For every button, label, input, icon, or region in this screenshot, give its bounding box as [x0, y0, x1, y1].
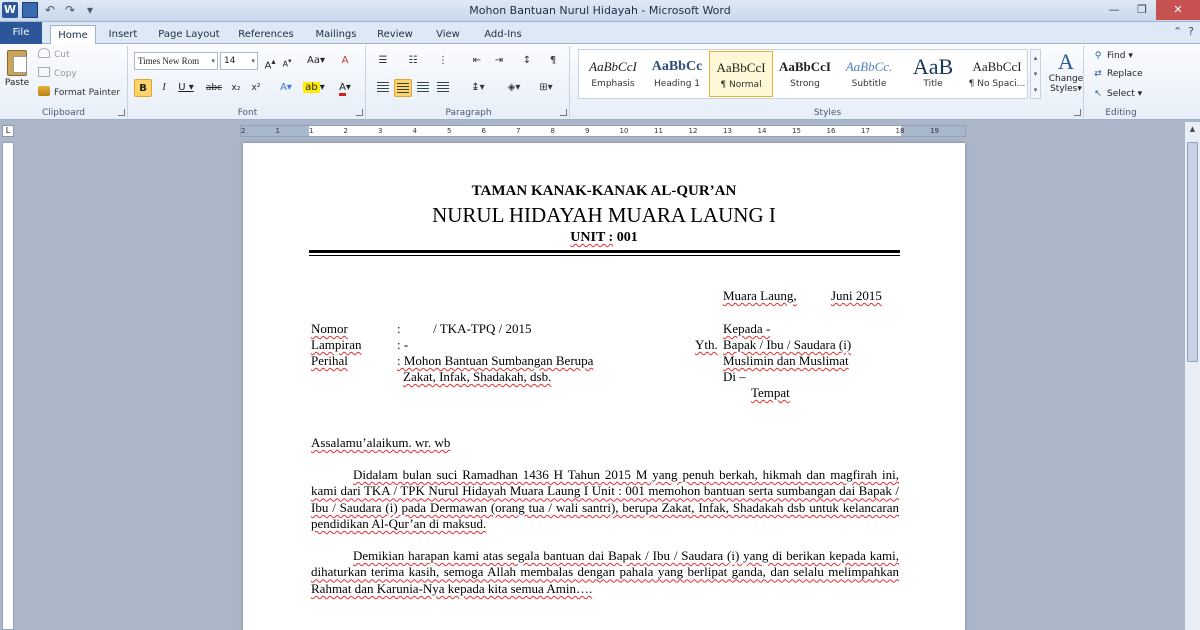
paragraph-group [368, 46, 570, 118]
italic-button[interactable]: I [162, 82, 166, 93]
minimize-icon[interactable]: — [1108, 3, 1120, 16]
tab-view[interactable]: View [436, 29, 460, 40]
ruler-number: 2 [241, 127, 246, 135]
date-place: Muara Laung, [723, 288, 797, 303]
yth-value: Bapak / Ibu / Saudara (i) [723, 337, 852, 352]
underline-button[interactable]: U ▾ [178, 82, 194, 93]
ruler-number: 8 [550, 127, 555, 135]
justify-button[interactable] [434, 79, 452, 97]
shading-button[interactable]: ◈▾ [507, 82, 521, 93]
tab-home[interactable]: Home [50, 25, 96, 44]
header-rule-thin [309, 255, 900, 256]
bullets-button[interactable]: ☰ [378, 55, 388, 66]
nomor-value: : / TKA-TPQ / 2015 [397, 321, 532, 336]
grow-font-button[interactable]: A▴ [264, 56, 276, 72]
customize-qat-icon[interactable]: ▾ [86, 3, 94, 17]
editing-label: Editing [1105, 108, 1137, 118]
muslimin: Muslimin dan Muslimat [723, 353, 849, 368]
dialog-launcher-icon[interactable] [356, 109, 363, 116]
ruler-number: 3 [378, 127, 383, 135]
justify-icon [437, 82, 449, 92]
ruler-number: 1 [309, 127, 314, 135]
window-controls [1100, 0, 1200, 20]
word-icon[interactable]: W [3, 3, 17, 16]
ruler-number: 15 [792, 127, 801, 135]
tab-review[interactable]: Review [377, 29, 413, 40]
salam: Assalamu’alaikum. wr. wb [311, 435, 451, 450]
dialog-launcher-icon[interactable] [560, 109, 567, 116]
replace-icon: ⇄ [1094, 69, 1102, 79]
font-name-input[interactable]: Times New Rom ▾ [134, 52, 218, 70]
change-case-button[interactable]: Aa▾ [307, 55, 325, 66]
ruler-track[interactable] [240, 125, 966, 137]
cut-button[interactable]: Cut [38, 48, 70, 62]
align-center-icon [397, 83, 409, 93]
tab-mailings[interactable]: Mailings [315, 29, 357, 40]
ruler-number: 1 [275, 127, 280, 135]
dialog-launcher-icon[interactable] [118, 109, 125, 116]
cursor-icon: ↖ [1094, 89, 1102, 99]
font-group [130, 46, 366, 118]
style-title[interactable]: AaB Title [912, 54, 954, 89]
copy-button[interactable]: Copy [38, 67, 77, 81]
borders-button[interactable]: ⊞▾ [539, 82, 553, 93]
style-subtitle[interactable]: AaBbCc. Subtitle [845, 59, 893, 89]
brush-icon [38, 86, 50, 96]
paragraph-1: Didalam bulan suci Ramadhan 1436 H Tahun 2015 M yang penuh berkah, hikmah dan magfirah ini, kami dari TKA / TPK Nurul Hidayah Muara Laung I Unit : 001 memohon bantuan serta sumbangan dai Bapak / Ibu / Saudara (i) pada Dermawan (orang tua / wali santri), berupa Zakat, Infak, Shadakah dsb untuk kelancaran pendidikan Al-Qur’an di maksud. [311, 467, 899, 532]
tab-file[interactable]: File [0, 22, 42, 44]
title-bar [0, 0, 1200, 22]
find-button[interactable]: ⚲ Find ▾ [1092, 48, 1133, 64]
font-label: Font [237, 108, 258, 118]
styles-label: Styles [813, 108, 842, 118]
redo-icon[interactable]: ↷ [64, 3, 76, 17]
style-normal[interactable]: AaBbCcI ¶ Normal [709, 51, 773, 97]
text-effects-button[interactable]: A▾ [280, 82, 292, 93]
ruler-number: 12 [688, 127, 698, 135]
ruler-number: 9 [585, 127, 590, 135]
ruler-number: 16 [826, 127, 836, 135]
ruler-number: 5 [447, 127, 452, 135]
font-color-button[interactable]: A▾ [334, 79, 356, 97]
dialog-launcher-icon[interactable] [1074, 109, 1081, 116]
line-spacing-button[interactable]: ↨▾ [471, 82, 485, 93]
paragraph-label: Paragraph [445, 108, 492, 118]
header-line-1: TAMAN KANAK-KANAK AL-QUR’AN [471, 183, 737, 199]
multilevel-list-button[interactable]: ⋮ [438, 55, 448, 66]
tab-add-ins[interactable]: Add-Ins [484, 29, 522, 40]
decrease-indent-button[interactable]: ⇤ [472, 55, 482, 66]
numbering-button[interactable]: ☷ [408, 55, 418, 66]
style-emphasis[interactable]: AaBbCcI Emphasis [589, 59, 637, 89]
bold-button[interactable]: B [134, 79, 152, 97]
strikethrough-button[interactable]: abc [205, 83, 223, 93]
highlight-button[interactable]: ab ▾ [305, 82, 325, 93]
align-right-button[interactable] [414, 79, 432, 97]
styles-gallery [578, 49, 1028, 99]
ruler-number: 18 [895, 127, 905, 135]
horizontal-ruler[interactable] [0, 122, 1200, 140]
clipboard-label: Clipboard [42, 108, 85, 118]
style-heading-1[interactable]: AaBbCc Heading 1 [651, 59, 703, 89]
ruler-number: 19 [930, 127, 939, 135]
show-hide-button[interactable]: ¶ [549, 55, 557, 66]
tab-page-layout[interactable]: Page Layout [158, 29, 220, 40]
scissors-icon [38, 48, 50, 58]
select-button[interactable]: ↖ Select ▾ [1092, 86, 1142, 102]
di: Di – [723, 369, 746, 384]
subscript-button[interactable]: x₂ [231, 83, 241, 93]
clipboard-group [0, 46, 128, 118]
paste-button[interactable]: Paste [2, 48, 32, 100]
vertical-ruler[interactable] [2, 142, 14, 630]
kepada: Kepada - [723, 321, 771, 336]
yth-label: Yth. [695, 337, 718, 352]
header-line-3: UNIT : 001 [570, 230, 638, 245]
lampiran-value: : - [397, 337, 409, 352]
styles-gallery-scroll[interactable]: ▴ ▾ ▾ [1030, 49, 1041, 99]
ribbon [0, 44, 1200, 120]
style-no-spacing[interactable]: AaBbCcI ¶ No Spaci... [968, 59, 1026, 89]
copy-icon [38, 67, 50, 77]
editing-group [1086, 46, 1156, 118]
ruler-number: 10 [619, 127, 629, 135]
ribbon-tabs [0, 22, 1200, 44]
sort-button[interactable]: ↕ [522, 55, 532, 66]
tempat: Tempat [751, 385, 790, 400]
ruler-number: 17 [861, 127, 870, 135]
ruler-number: 6 [481, 127, 486, 135]
change-styles-button[interactable]: A Change Styles▾ [1046, 50, 1086, 94]
perihal-value-1: : Mohon Bantuan Sumbangan Berupa [397, 353, 594, 368]
ruler-number: 4 [412, 127, 417, 135]
document-page[interactable] [243, 143, 965, 630]
shrink-font-button[interactable]: A▾ [282, 57, 292, 69]
paragraph-2: Demikian harapan kami atas segala bantuan dai Bapak / Ibu / Saudara (i) yang di berikan kepada kami, dihaturkan terima kasih, semoga Allah membalas dengan pahala yang berlipat ganda, dan selalu melimpahkan Rahmat dan Karunia-Nya kepada kita semua Amin…. [311, 548, 899, 596]
replace-button[interactable]: ⇄ Replace [1092, 66, 1143, 82]
style-strong[interactable]: AaBbCcI Strong [778, 59, 831, 89]
increase-indent-button[interactable]: ⇥ [494, 55, 504, 66]
header-line-2: NURUL HIDAYAH MUARA LAUNG I [432, 203, 776, 227]
tab-selector-icon[interactable]: L [2, 125, 14, 137]
align-left-icon [377, 82, 389, 92]
perihal-label: Perihal [311, 353, 348, 368]
format-painter-button[interactable]: Format Painter [38, 86, 120, 100]
clear-formatting-icon[interactable]: A [341, 55, 349, 66]
window-title: Mohon Bantuan Nurul Hidayah - Microsoft Word [469, 4, 731, 17]
tab-insert[interactable]: Insert [108, 29, 138, 40]
font-size-input[interactable]: 14 ▾ [220, 52, 258, 70]
ruler-number: 2 [343, 127, 348, 135]
align-center-button[interactable] [394, 79, 412, 97]
ruler-number: 7 [516, 127, 521, 135]
superscript-button[interactable]: x² [251, 83, 261, 93]
lampiran-label: Lampiran [311, 337, 362, 352]
align-left-button[interactable] [374, 79, 392, 97]
minimize-ribbon-icon[interactable]: ⌃ [1172, 25, 1183, 38]
header-rule [309, 250, 900, 253]
ruler-number: 14 [757, 127, 767, 135]
maximize-icon[interactable]: ❐ [1137, 3, 1147, 16]
styles-group [572, 46, 1084, 118]
perihal-value-2: Zakat, Infak, Shadakah, dsb. [403, 369, 552, 384]
binoculars-icon: ⚲ [1094, 51, 1102, 61]
tab-references[interactable]: References [238, 29, 294, 40]
ruler-number: 11 [654, 127, 663, 135]
align-right-icon [417, 82, 429, 92]
date-value: Juni 2015 [831, 288, 882, 303]
paste-icon [7, 50, 27, 76]
scroll-up-icon[interactable]: ▲ [1189, 125, 1196, 133]
nomor-label: Nomor [311, 321, 348, 336]
change-styles-icon: A [1058, 49, 1074, 74]
ruler-number: 13 [723, 127, 732, 135]
close-icon[interactable]: ✕ [1156, 0, 1200, 20]
help-icon[interactable]: ? [1188, 25, 1194, 38]
vertical-scrollbar[interactable] [1184, 122, 1200, 630]
scroll-thumb[interactable] [1187, 142, 1198, 362]
undo-icon[interactable]: ↶ [44, 3, 56, 17]
